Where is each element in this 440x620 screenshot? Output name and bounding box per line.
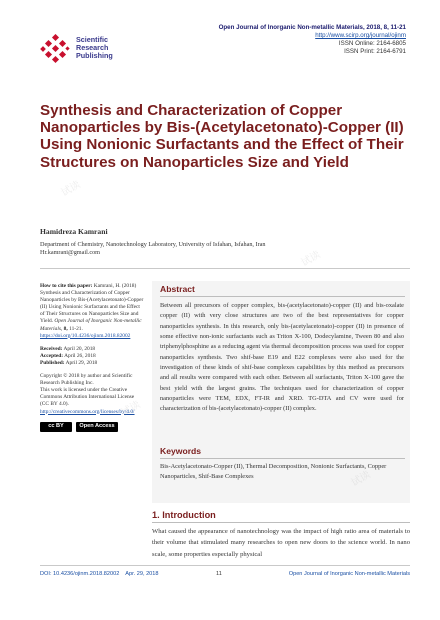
license-block: [40, 373, 144, 416]
footer-date: Apr. 29, 2018: [125, 571, 159, 577]
footer-doi: [40, 571, 159, 577]
received-date: April 20, 2018: [63, 345, 96, 352]
abstract-text: Between all precursors of copper complex, bis-(acetylacetonato)-copper (II) and bis-oxalate copper (II) with very close structures are two of the best representatives for copper nanoparticles synthesis. In this research, only bis-(acetylacetonato)-copper (II) in presence of some effective non-ionic surfactants such as Triton X-100, Dodecylamine, Tween 80 and also triphenylphosphine as a reducing agent via thermal decomposition process was used for copper nanoparticles synthesis. Two shif-base E19 and E22 complexes were also used for the investigation of these kinds of shif-base complexes capabilities by this method as precursors and all results were compared with each other. Between all surfactants, Triton X-100 gave the best yield with the largest grains. The techniques used for characterization of copper nanoparticles were TEM, EDX, FT-IR and XRD. TG-DTA and CV were used for characterization of bis-(acetylacetonato)-copper (II) complex.: [160, 302, 404, 413]
watermark-1: 试读: [59, 179, 83, 199]
cite-journal: Open Journal of Inorganic Non-metallic Materials,: [40, 318, 142, 332]
footer-divider: [40, 565, 410, 566]
intro-text: What caused the appearance of nanotechnology was the impact of high ratio area of materials to their volume that stimulated many researches to open new doors to the science world. In nano scale, some properties especially physical: [152, 528, 410, 558]
published-date: April 29, 2018: [65, 359, 98, 366]
journal-citation: Open Journal of Inorganic Non-metallic Materials, 2018, 8, 11-21: [218, 24, 406, 31]
publisher-line1: Scientific: [76, 35, 108, 44]
keywords-divider: [160, 458, 405, 459]
intro-divider: [152, 522, 410, 523]
publisher-line3: Publishing: [76, 51, 113, 61]
open-access-badge[interactable]: [76, 422, 118, 432]
footer-journal: Open Journal of Inorganic Non-metallic Materials: [288, 571, 410, 577]
accepted-date: April 26, 2018: [64, 352, 96, 359]
journal-info: [219, 24, 406, 56]
watermark-2: 试读: [299, 249, 323, 269]
dates-block: [40, 346, 144, 367]
affiliation: [40, 241, 265, 257]
license-badges: [40, 422, 144, 432]
publisher-logo-icon: [40, 34, 70, 64]
author-name: Hamidreza Kamrani: [40, 227, 108, 236]
cite-text: Kamrani, H. (2018) Synthesis and Characterization of Copper Nanoparticles by Bis-(Acetylacetonato)-Copper (II) Using Nonionic Surfactants and the Effect of Their Structures on Nanoparticles Size and Yield.: [40, 283, 144, 325]
issn-print: ISSN Print: 2164-6791: [344, 48, 406, 55]
cite-pages: 11-21.: [69, 325, 83, 332]
cite-volume: 8,: [63, 325, 68, 332]
abstract-heading: Abstract: [160, 284, 195, 294]
published-label: Published:: [40, 359, 65, 366]
page-number: 11: [216, 571, 222, 577]
publisher-line2: Research: [76, 43, 109, 53]
cite-label: How to cite this paper:: [40, 283, 93, 289]
cc-by-badge[interactable]: cc BY: [40, 422, 72, 432]
publisher-name: [76, 36, 113, 61]
license-link[interactable]: http://creativecommons.org/licenses/by/4.0/: [40, 408, 135, 415]
article-sidebar: [40, 283, 144, 432]
affiliation-text: Department of Chemistry, Nanotechnology Laboratory, University of Isfahan, Isfahan, Iran: [40, 241, 266, 248]
intro-heading: 1. Introduction: [152, 510, 216, 520]
citation-block: [40, 283, 144, 340]
open-access-text: Open Access: [79, 423, 115, 430]
received-label: Received:: [40, 345, 63, 352]
watermark-3: 试读: [119, 399, 143, 419]
journal-url-link[interactable]: http://www.scirp.org/journal/ojinm: [315, 32, 406, 39]
keywords-heading: Keywords: [160, 446, 202, 456]
accepted-label: Accepted:: [40, 352, 64, 359]
keywords-text: Bis-Acetylacetonato-Copper (II), Thermal Decomposition, Nonionic Surfactants, Copper Nanoparticles, Shif-Base Complexes: [160, 463, 387, 481]
header-divider: [40, 268, 410, 269]
paper-title: Synthesis and Characterization of Copper Nanoparticles by Bis-(Acetylacetonato)-Copper (II) Using Nonionic Surfactants and the Effect of Their Structures on Nanoparticles Size and Yield: [40, 102, 404, 171]
doi-link[interactable]: https://doi.org/10.4236/ojinm.2018.82002: [40, 332, 131, 339]
copyright-text: Copyright © 2018 by author and Scientific Research Publishing Inc.: [40, 373, 133, 387]
publisher-logo: [40, 34, 140, 70]
license-text: This work is licensed under the Creative Commons Attribution International License (CC BY 4.0).: [40, 387, 135, 408]
issn-online: ISSN Online: 2164-6805: [338, 40, 406, 47]
abstract-divider: [160, 296, 405, 297]
author-email[interactable]: Hr.kamrani@gmail.com: [40, 249, 100, 256]
footer-doi-text[interactable]: DOI: 10.4236/ojinm.2018.82002: [40, 571, 120, 577]
